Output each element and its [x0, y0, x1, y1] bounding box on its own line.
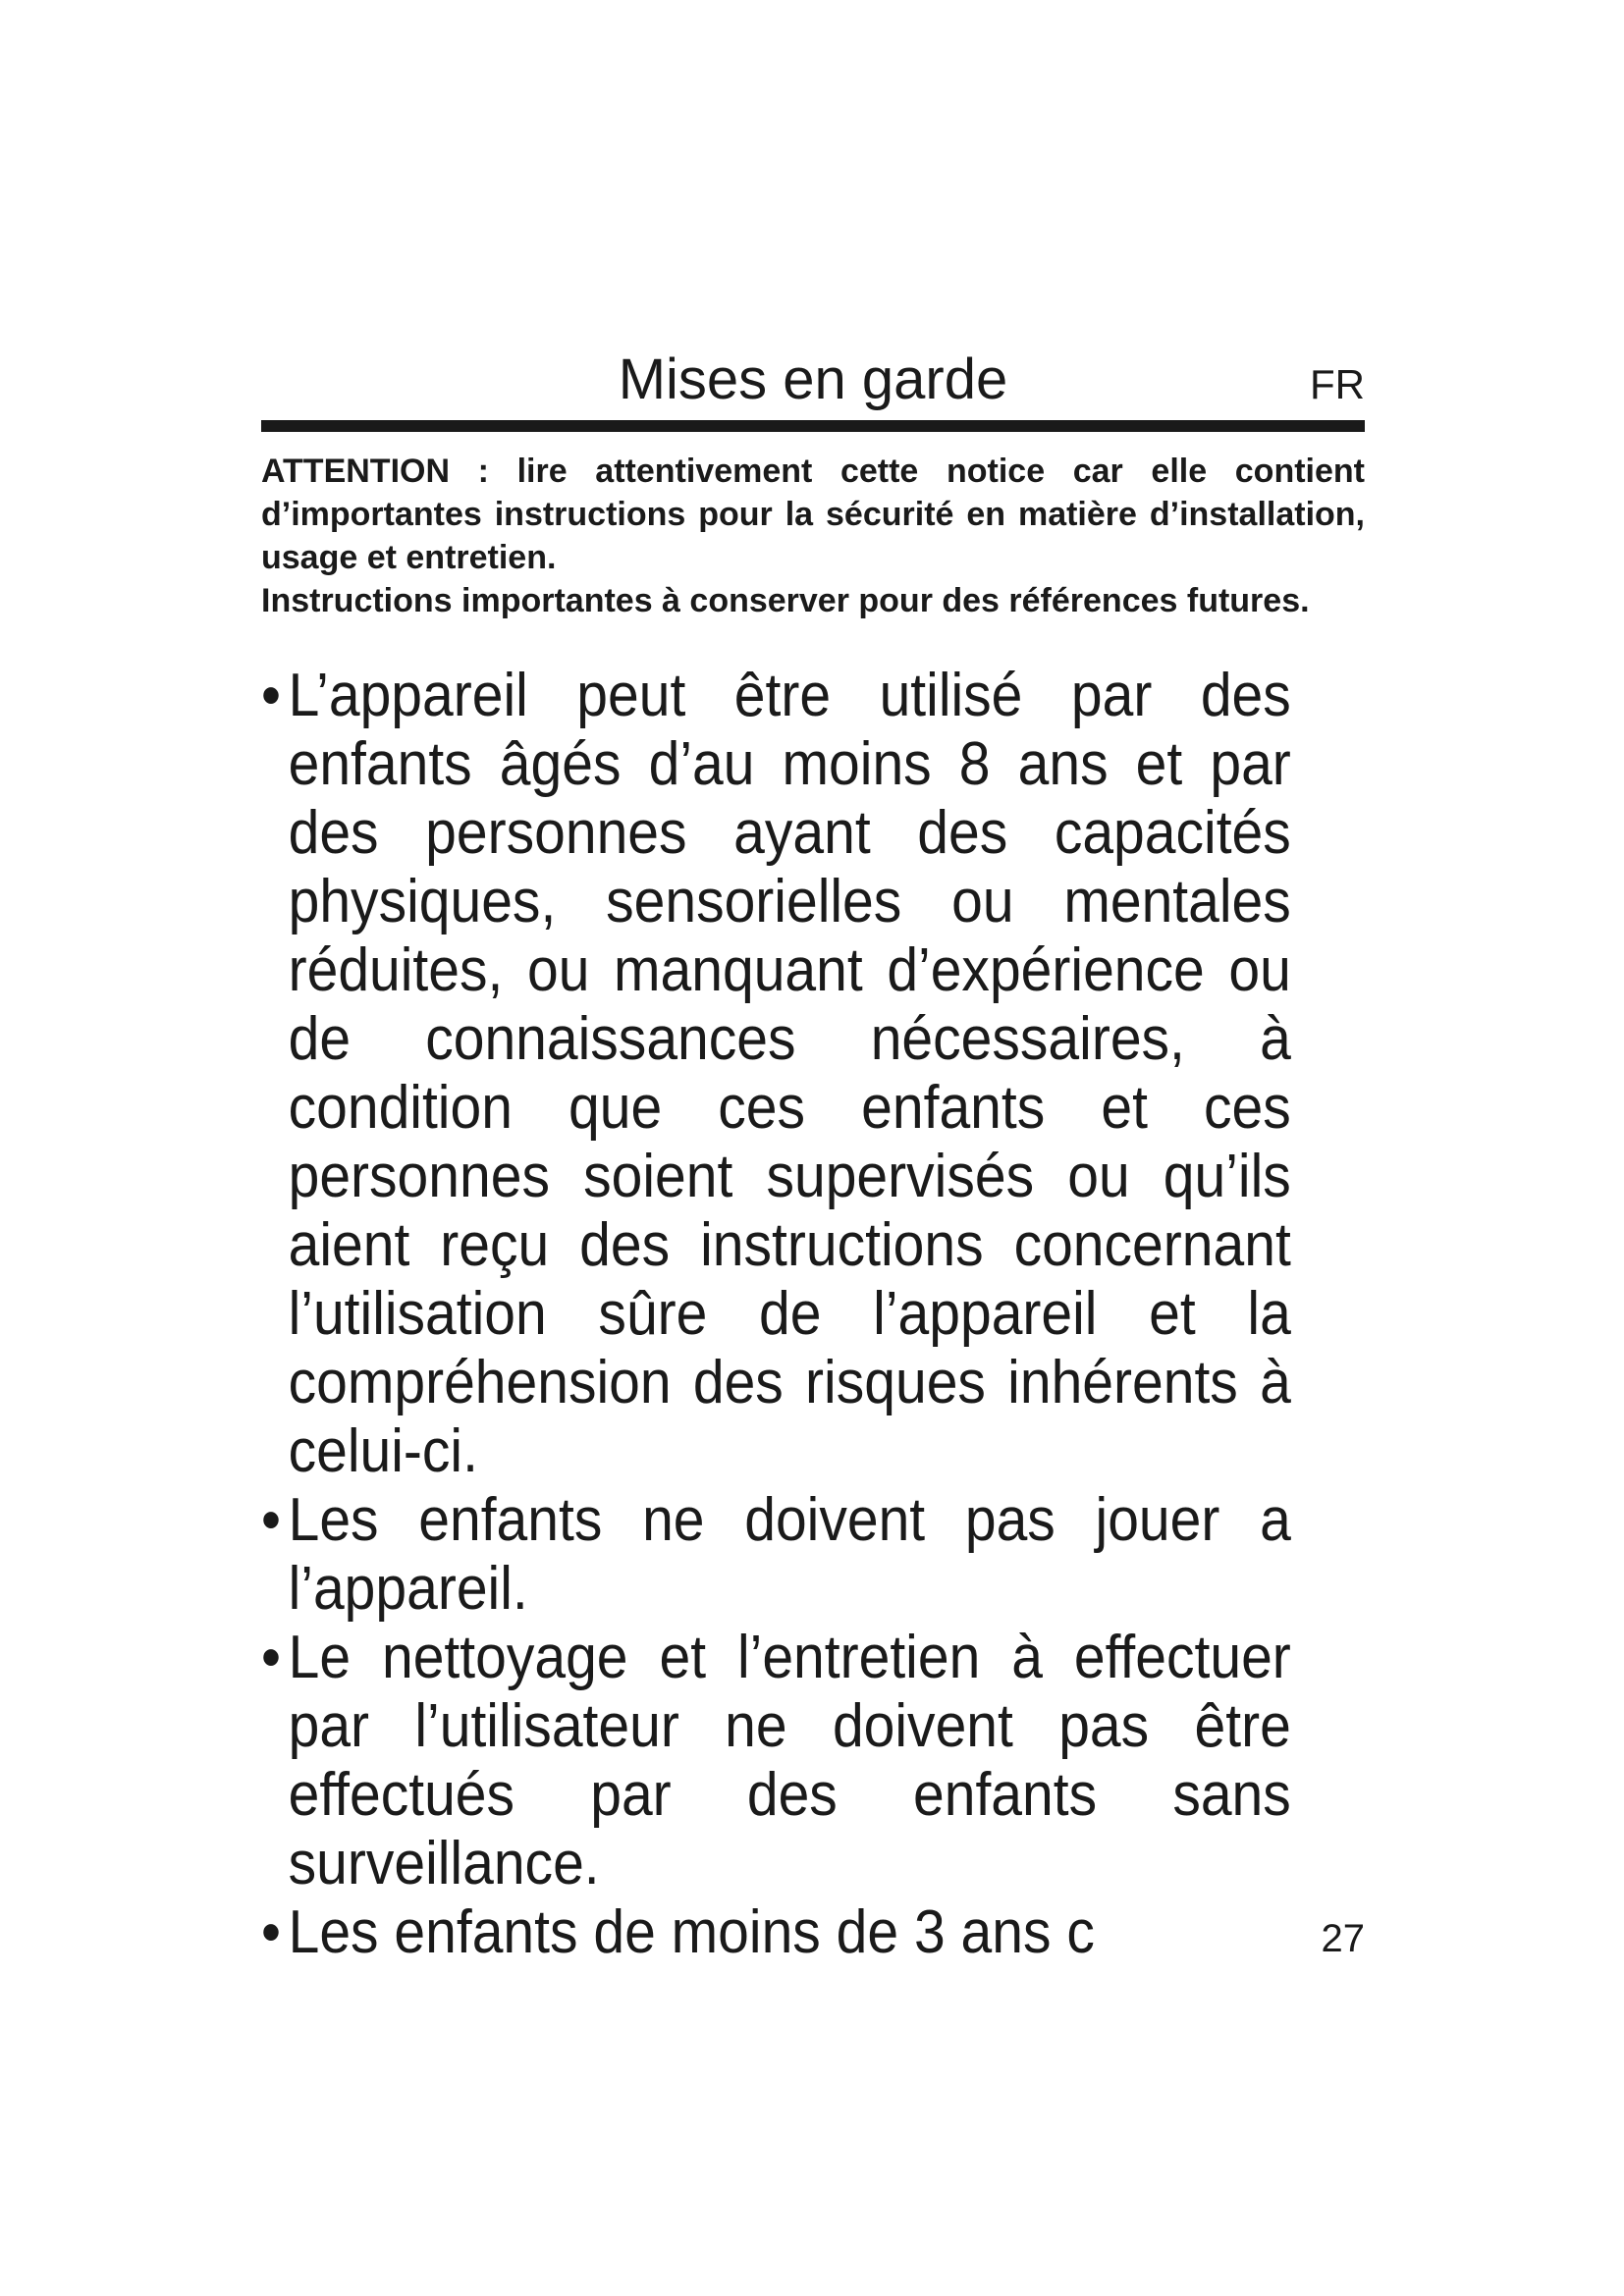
bullet-marker: •	[261, 1624, 281, 1691]
warning-list	[261, 662, 1291, 1967]
attention-notice	[261, 450, 1365, 622]
warning-item	[261, 1624, 1291, 1898]
warning-item	[261, 1486, 1291, 1624]
page-number: 27	[1321, 1917, 1365, 1960]
warning-text: Les enfants ne doivent pas jouer a l’appareil.	[288, 1486, 1291, 1623]
warning-text: Les enfants de moins de 3 ans c	[288, 1898, 1095, 1966]
page-header	[261, 346, 1365, 414]
warning-item	[261, 1898, 1418, 1967]
attention-keep-text: Instructions importantes à conserver pour des références futures.	[261, 582, 1310, 619]
header-rule	[261, 420, 1365, 432]
bullet-marker: •	[261, 1486, 281, 1554]
language-code: FR	[1310, 361, 1365, 407]
warning-text: Le nettoyage et l’entretien à effectuer par l’utilisateur ne doivent pas être effectués par des enfants sans surveillance.	[288, 1624, 1291, 1897]
bullet-marker: •	[261, 662, 281, 729]
attention-text: ATTENTION : lire attentivement cette notice car elle contient d’importantes instructions pour la sécurité en matière d’installation, usage et entretien.	[261, 453, 1365, 576]
warning-text: L’appareil peut être utilisé par des enfants âgés d’au moins 8 ans et par des personnes ayant des capacités physiques, sensorielles ou mentales réduites, ou manquant d’expérience ou de connaissances nécessaires, à condition que ces enfants et ces personnes soient supervisés ou qu’ils aient reçu des instructions concernant l’utilisation sûre de l’appareil et la compréhension des risques inhérents à celui-ci.	[288, 662, 1291, 1485]
bullet-marker: •	[261, 1898, 281, 1966]
warning-item	[261, 662, 1291, 1486]
page-title: Mises en garde	[618, 347, 1008, 411]
